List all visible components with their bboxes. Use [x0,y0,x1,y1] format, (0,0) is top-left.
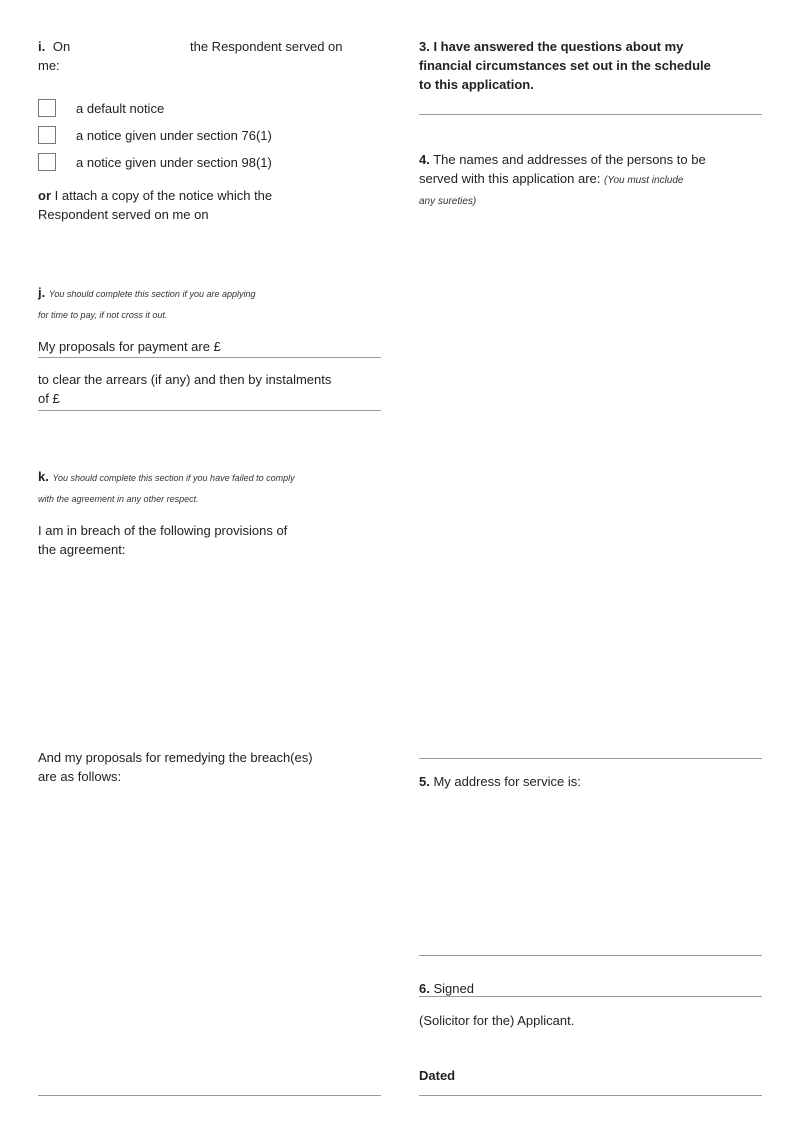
section-98-checkbox[interactable] [38,153,56,171]
applicant-label: (Solicitor for the) Applicant. [419,1013,575,1028]
or-word: or [38,188,51,203]
dated-line[interactable] [419,1095,762,1096]
section-j-letter: j. [38,285,46,300]
section-i-on: On [52,39,71,54]
section-4-text [419,150,764,211]
section-5-label: My address for service is: [433,774,581,789]
dated-label: Dated [419,1068,456,1083]
arrears-text [38,370,383,408]
attach-notice-text [38,186,378,224]
section-i-letter: i. [38,39,46,54]
remedy-text [38,748,383,786]
breach-text [38,521,383,559]
section-i-respondent-served: the Respondent served on [190,39,343,54]
section-4-note2: any sureties) [419,196,477,207]
section-5-text [419,772,581,791]
section-4-line2: served with this application are: [419,171,601,186]
section-4-num: 4. [419,152,430,167]
section-6-num: 6. [419,981,430,996]
signed-label: Signed [433,981,474,996]
section-j-note [38,283,378,325]
payment-proposals-label: My proposals for payment are £ [38,339,221,354]
section-j-note-line2: for time to pay, if not cross it out. [38,310,168,320]
section-98-label: a notice given under section 98(1) [76,155,272,170]
breach-line1: I am in breach of the following provisions of [38,523,288,538]
attach-line2: Respondent served on me on [38,207,209,222]
section-k-letter: k. [38,469,49,484]
arrears-line2: of £ [38,391,60,406]
section-3-line3: to this application. [419,77,534,92]
section-3-text [419,37,764,94]
section-j-note-line1: You should complete this section if you are applying [48,289,256,299]
default-notice-checkbox[interactable] [38,99,56,117]
remedy-line1: And my proposals for remedying the breach(es) [38,750,313,765]
remedy-line2: are as follows: [38,769,122,784]
left-bottom-line [38,1095,381,1096]
section-4-line1: The names and addresses of the persons to be [433,152,706,167]
instalments-line[interactable] [38,410,381,411]
arrears-line1: to clear the arrears (if any) and then by instalments [38,372,332,387]
signature-line[interactable] [419,996,762,997]
section-4-line [419,758,762,759]
section-k-note-line2: with the agreement in any other respect. [38,494,199,504]
section-3-line1: 3. I have answered the questions about my [419,39,684,54]
payment-proposals-line[interactable] [38,357,381,358]
section-3-line [419,114,762,115]
section-4-note1: (You must include [604,175,684,186]
section-k-note [38,467,383,509]
section-k-note-line1: You should complete this section if you have failed to comply [52,473,295,483]
default-notice-label: a default notice [76,101,165,116]
section-76-label: a notice given under section 76(1) [76,128,272,143]
attach-line1: I attach a copy of the notice which the [54,188,273,203]
section-5-line [419,955,762,956]
section-5-num: 5. [419,774,430,789]
section-3-line2: financial circumstances set out in the schedule [419,58,711,73]
breach-line2: the agreement: [38,542,126,557]
section-i-me: me: [38,58,60,73]
section-76-checkbox[interactable] [38,126,56,144]
